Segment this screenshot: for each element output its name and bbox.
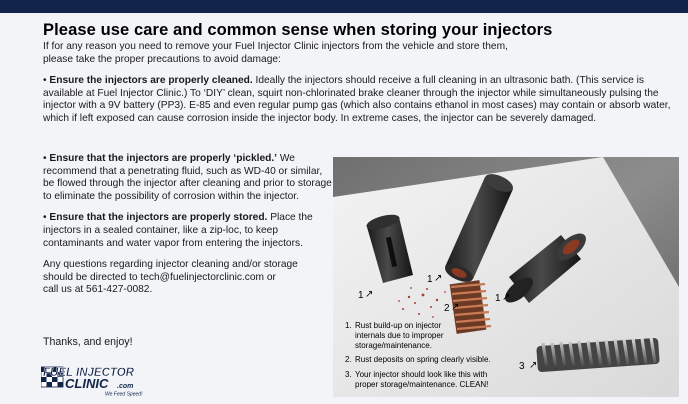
bullet-pickled-heading: Ensure that the injectors are properly ‘pickled.’ xyxy=(49,153,278,164)
bullet-cleaned-body: Ideally the injectors should receive a full cleaning in an ultrasonic bath. (This service is available at Fuel Injector Clinic.) To ‘DIY’ clean, squirt non-chlorinated brake cleaner through the injector while simultaneously pulsing the injector with a 9V battery (PP3). E-85 and even regular pump gas (which also contains ethanol in most cases) may contain or absorb water, which if left exposed can cause corrosion inside the injector body. In extreme cases, the injector can be severely damaged. xyxy=(43,75,671,124)
intro-text xyxy=(43,41,675,66)
fuel-injector-clinic-logo xyxy=(41,365,145,397)
logo-svg xyxy=(41,365,145,397)
logo-suffix: .com xyxy=(117,383,134,390)
caption-1-line-2: internals due to improper xyxy=(355,331,444,340)
bullet-marker: • xyxy=(43,75,47,87)
arrow-1-center: ↗ xyxy=(434,273,443,284)
caption-2-num: 2. xyxy=(345,355,352,364)
questions-line-2: should be directed to tech@fuelinjectorclinic.com or xyxy=(43,271,276,283)
bullet-stored-body: Place the injectors in a sealed container, like a zip-loc, to keep contaminants and water vapor from entering the injectors. xyxy=(43,212,313,249)
main-content xyxy=(43,20,675,126)
caption-2-line-1: Rust deposits on spring clearly visible. xyxy=(355,355,491,364)
bullet-stored xyxy=(43,212,333,250)
label-3: 3 xyxy=(519,361,525,372)
bullet-pickled xyxy=(43,153,333,203)
label-1-right: 1 xyxy=(495,293,501,304)
label-1-left: 1 xyxy=(358,290,364,301)
bullet-marker: • xyxy=(43,212,47,224)
logo-tagline: We Feed Speed! xyxy=(105,391,143,397)
injector-photo xyxy=(333,157,679,397)
bullet-cleaned xyxy=(43,75,675,125)
arrow-1-left: ↗ xyxy=(365,289,374,300)
arrow-1-right: ↗ xyxy=(502,292,511,303)
bullet-stored-heading: Ensure that the injectors are properly stored. xyxy=(49,212,268,224)
top-banner-bar xyxy=(0,0,688,13)
page-title: Please use care and common sense when storing your injectors xyxy=(43,21,553,39)
questions-line-1: Any questions regarding injector cleaning and/or storage xyxy=(43,259,298,271)
intro-line-1: If for any reason you need to remove your Fuel Injector Clinic injectors from the vehicle and store them, xyxy=(43,41,508,52)
left-column xyxy=(43,153,333,297)
arrow-3: ↗ xyxy=(529,360,538,371)
label-1-center: 1 xyxy=(427,274,433,285)
bullet-pickled-body: We recommend that a penetrating fluid, such as WD-40 or similar, be flowed through the injector after cleaning and prior to storage to eliminate the possibility of corrosion within the injector. xyxy=(43,153,332,202)
bullet-marker: • xyxy=(43,153,47,164)
questions-text xyxy=(43,259,333,297)
caption-1-line-3: storage/maintenance. xyxy=(355,341,432,350)
label-2: 2 xyxy=(444,303,450,314)
questions-line-3: call us at 561-427-0082. xyxy=(43,284,153,296)
intro-line-2: please take the proper precautions to avoid damage: xyxy=(43,53,281,65)
thanks-text: Thanks, and enjoy! xyxy=(43,336,133,348)
caption-3-line-2: proper storage/maintenance. CLEAN! xyxy=(355,380,489,389)
logo-line-2: CLINIC xyxy=(65,376,109,391)
caption-3-line-1: Your injector should look like this with xyxy=(355,370,488,379)
caption-3-num: 3. xyxy=(345,370,352,379)
caption-1-num: 1. xyxy=(345,321,352,330)
injector-photo-svg xyxy=(333,157,679,397)
arrow-2: ↗ xyxy=(451,302,460,313)
logo-line-1: FUEL INJECTOR xyxy=(43,367,134,379)
bullet-cleaned-heading: Ensure the injectors are properly cleaned. xyxy=(49,75,253,87)
caption-1-line-1: Rust build-up on injector xyxy=(355,321,442,330)
